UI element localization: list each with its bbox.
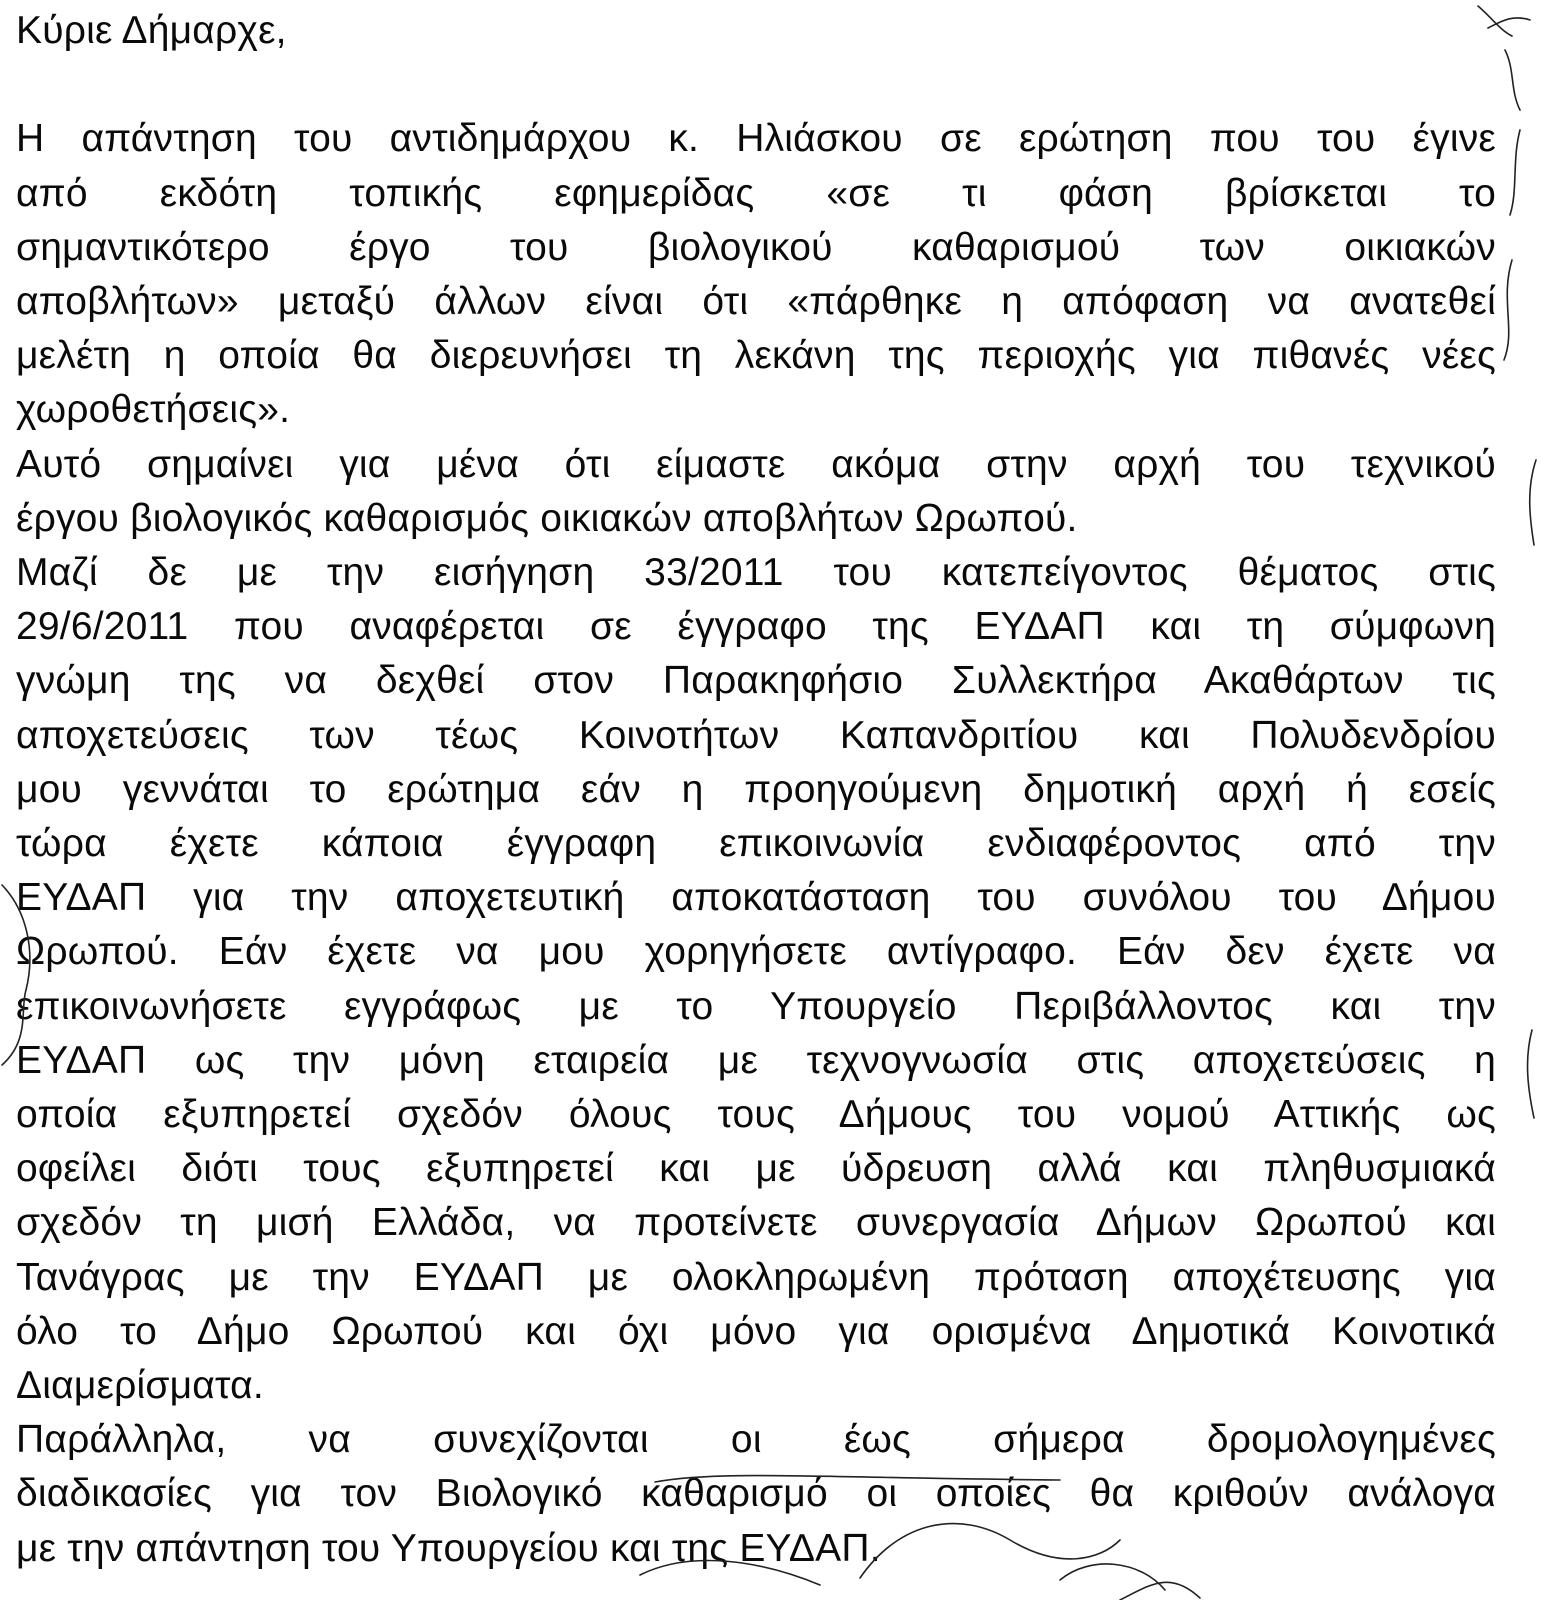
text-line: Τανάγρας με την ΕΥΔΑΠ με ολοκληρωμένη πρόταση αποχέτευσης για — [16, 1255, 1496, 1299]
paragraph-4 — [16, 1413, 1496, 1576]
text-line: τώρα έχετε κάποια έγγραφη επικοινωνία ενδιαφέροντος από την — [16, 822, 1496, 866]
text-line: Η απάντηση του αντιδημάρχου κ. Ηλιάσκου σε ερώτηση που του έγινε — [16, 117, 1496, 161]
blank-line — [16, 58, 1496, 112]
text-line: σημαντικότερο έργο του βιολογικού καθαρισμού των οικιακών — [16, 225, 1496, 269]
text-line: έργου βιολογικός καθαρισμός οικιακών αποβλήτων Ωρωπού. — [16, 496, 1078, 540]
text-line: σχεδόν τη μισή Ελλάδα, να προτείνετε συνεργασία Δήμων Ωρωπού και — [16, 1201, 1496, 1245]
text-line: Παράλληλα, να συνεχίζονται οι έως σήμερα δρομολογημένες — [16, 1418, 1496, 1462]
text-line: από εκδότη τοπικής εφημερίδας «σε τι φάση βρίσκεται το — [16, 171, 1496, 215]
text-line: μελέτη η οποία θα διερευνήσει τη λεκάνη της περιοχής για πιθανές νέες — [16, 334, 1496, 378]
text-line: μου γεννάται το ερώτημα εάν η προηγούμενη δημοτική αρχή ή εσείς — [16, 767, 1496, 811]
text-line: χωροθετήσεις». — [16, 388, 291, 432]
text-line: αποχετεύσεις των τέως Κοινοτήτων Καπανδριτίου και Πολυδενδρίου — [16, 713, 1496, 757]
text-line: Ωρωπού. Εάν έχετε να μου χορηγήσετε αντίγραφο. Εάν δεν έχετε να — [16, 930, 1496, 974]
right-margin-bracket — [1528, 460, 1536, 1118]
text-line: επικοινωνήσετε εγγράφως με το Υπουργείο Περιβάλλοντος και την — [16, 984, 1496, 1028]
text-line: Αυτό σημαίνει για μένα ότι είμαστε ακόμα στην αρχή του τεχνικού — [16, 442, 1496, 486]
text-line: 29/6/2011 που αναφέρεται σε έγγραφο της ΕΥΔΑΠ και τη σύμφωνη — [16, 605, 1496, 649]
text-line: ΕΥΔΑΠ ως την μόνη εταιρεία με τεχνογνωσία στις αποχετεύσεις η — [16, 1038, 1496, 1082]
paragraph-1 — [16, 112, 1496, 437]
text-line: οποία εξυπηρετεί σχεδόν όλους τους Δήμους του νομού Αττικής ως — [16, 1093, 1496, 1137]
text-line: αποβλήτων» μεταξύ άλλων είναι ότι «πάρθηκε η απόφαση να ανατεθεί — [16, 280, 1496, 323]
letter-body — [16, 4, 1496, 1576]
right-margin-scribble — [1504, 130, 1520, 360]
paragraph-2 — [16, 438, 1496, 546]
salutation: Κύριε Δήμαρχε, — [16, 9, 287, 52]
text-line: διαδικασίες για τον Βιολογικό καθαρισμό οι οποίες θα κριθούν ανάλογα — [16, 1472, 1496, 1516]
text-line: Διαμερίσματα. — [16, 1364, 264, 1408]
text-line: όλο το Δήμο Ωρωπού και όχι μόνο για ορισμένα Δημοτικά Κοινοτικά — [16, 1309, 1496, 1353]
text-line: οφείλει διότι τους εξυπηρετεί και με ύδρευση αλλά και πληθυσμιακά — [16, 1147, 1496, 1191]
paragraph-3 — [16, 546, 1496, 1413]
text-line: γνώμη της να δεχθεί στον Παρακηφήσιο Συλλεκτήρα Ακαθάρτων τις — [16, 659, 1496, 703]
text-line: με την απάντηση του Υπουργείου και της ΕΥΔΑΠ. — [16, 1526, 881, 1570]
text-line: ΕΥΔΑΠ για την αποχετευτική αποκατάσταση του συνόλου του Δήμου — [16, 876, 1496, 920]
text-line: Μαζί δε με την εισήγηση 33/2011 του κατεπείγοντος θέματος στις — [16, 551, 1496, 595]
